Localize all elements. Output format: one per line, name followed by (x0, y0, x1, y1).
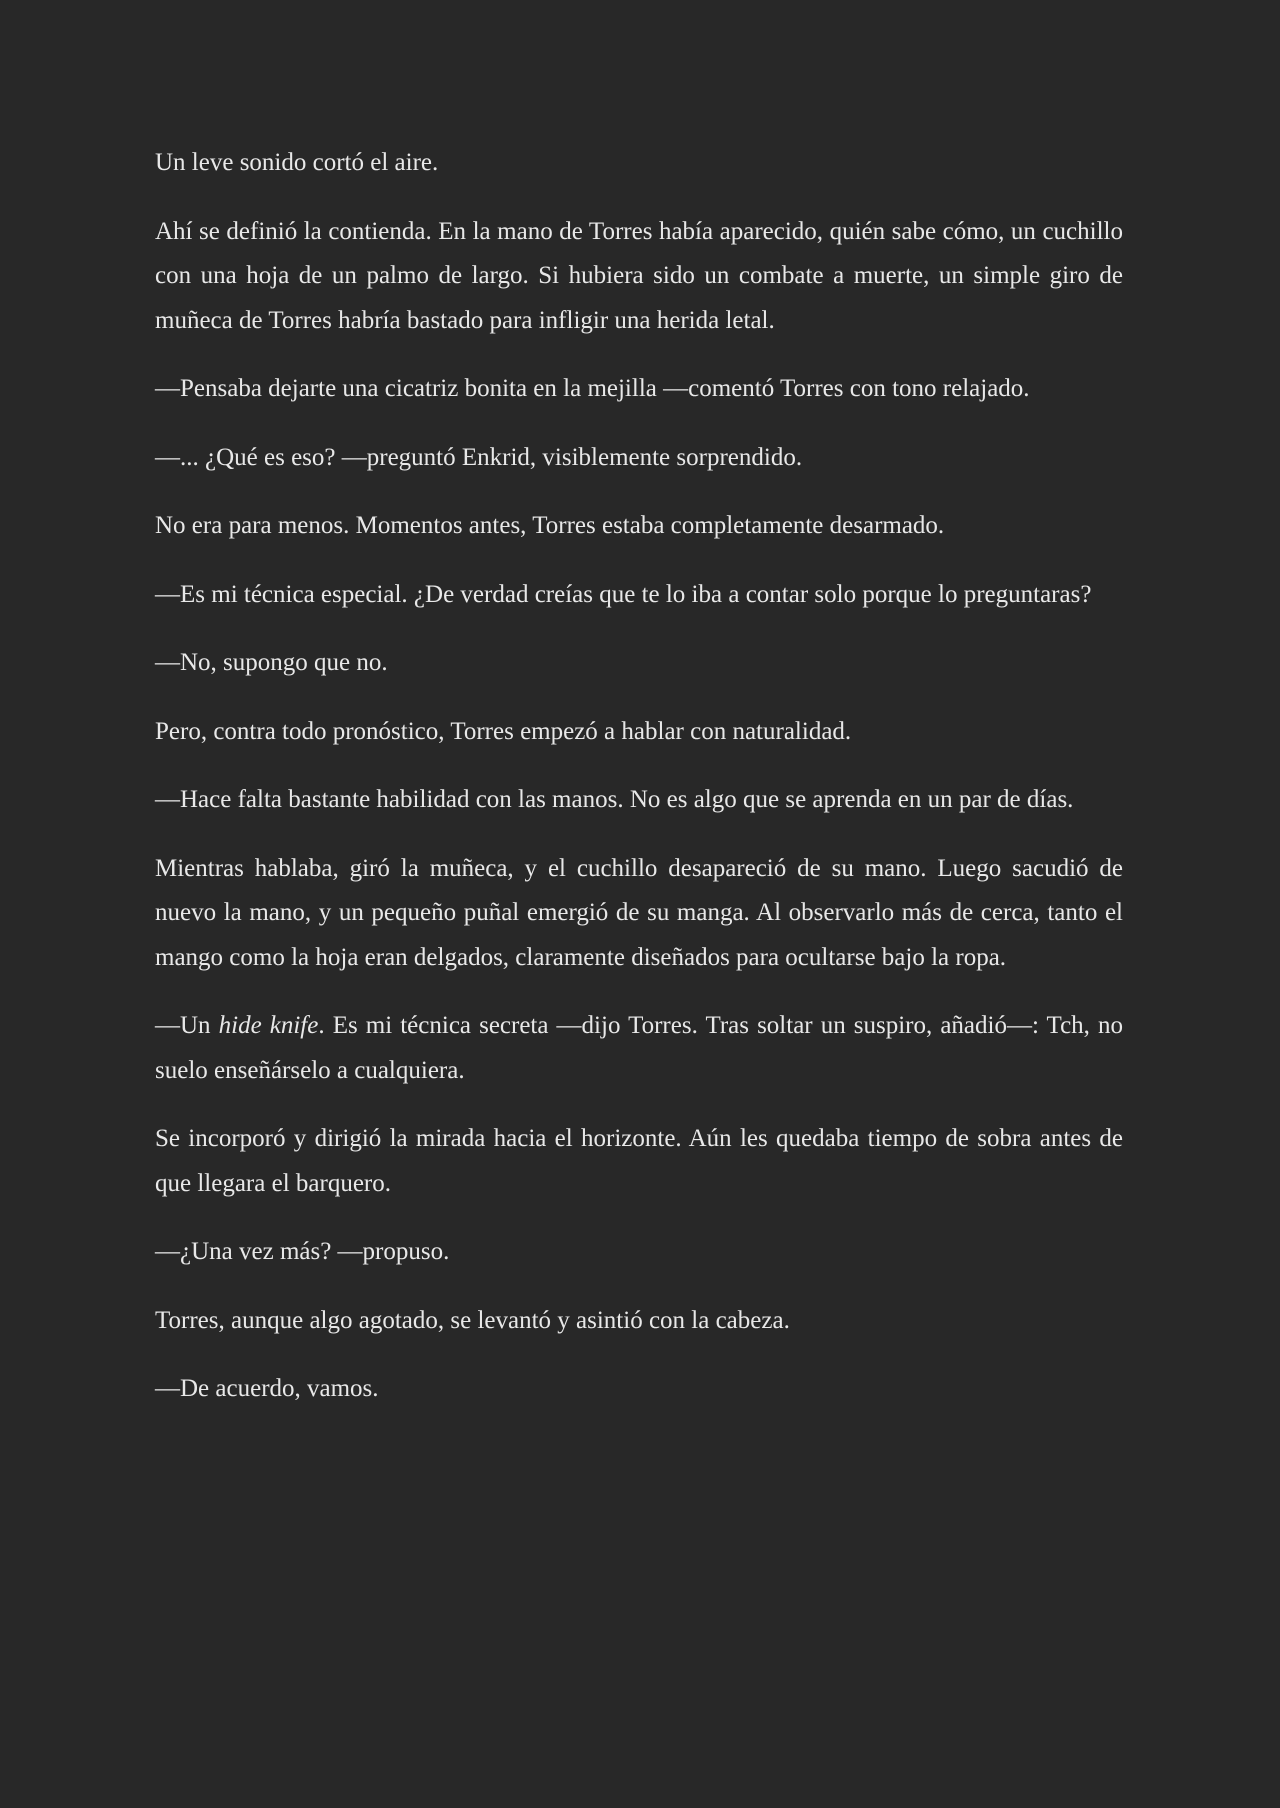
paragraph-text: —Un (155, 1012, 219, 1039)
paragraph: Mientras hablaba, giró la muñeca, y el cuchillo desapareció de su mano. Luego sacudió de nuevo la mano, y un pequeño puñal emergió de su manga. Al observarlo más de cerca, tanto el mango como la hoja eran delgados, claramente diseñados para ocultarse bajo la ropa. (155, 854, 1123, 971)
paragraph: —Es mi técnica especial. ¿De verdad creías que te lo iba a contar solo porque lo preguntaras? (155, 580, 1092, 608)
paragraph (155, 1004, 1123, 1093)
paragraph: —De acuerdo, vamos. (155, 1375, 379, 1402)
paragraph: Se incorporó y dirigió la mirada hacia el horizonte. Aún les quedaba tiempo de sobra antes de que llegara el barquero. (155, 1125, 1123, 1197)
paragraph: Pero, contra todo pronóstico, Torres empezó a hablar con naturalidad. (155, 717, 852, 745)
paragraph: Torres, aunque algo agotado, se levantó y asintió con la cabeza. (155, 1306, 790, 1334)
reading-page (155, 150, 1123, 1436)
italic-term: hide knife (218, 1012, 319, 1039)
paragraph: —Pensaba dejarte una cicatriz bonita en la mejilla —comentó Torres con tono relajado. (155, 375, 1030, 402)
paragraph: No era para menos. Momentos antes, Torres estaba completamente desarmado. (155, 512, 945, 539)
paragraph: Un leve sonido cortó el aire. (155, 149, 439, 176)
paragraph: —... ¿Qué es eso? —preguntó Enkrid, visiblemente sorprendido. (155, 443, 803, 471)
paragraph: —No, supongo que no. (155, 649, 388, 676)
paragraph: Ahí se definió la contienda. En la mano de Torres había aparecido, quién sabe cómo, un cuchillo con una hoja de un palmo de largo. Si hubiera sido un combate a muerte, un simple giro de muñeca de Torres habría bastado para infligir una herida letal. (155, 217, 1123, 334)
paragraph: —¿Una vez más? —propuso. (155, 1238, 450, 1265)
paragraph-text: . Es mi técnica secreta —dijo Torres. Tras soltar un suspiro, añadió—: Tch, no suelo enseñárselo a cualquiera. (155, 1012, 1123, 1084)
paragraph: —Hace falta bastante habilidad con las manos. No es algo que se aprenda en un par de días. (155, 786, 1074, 813)
